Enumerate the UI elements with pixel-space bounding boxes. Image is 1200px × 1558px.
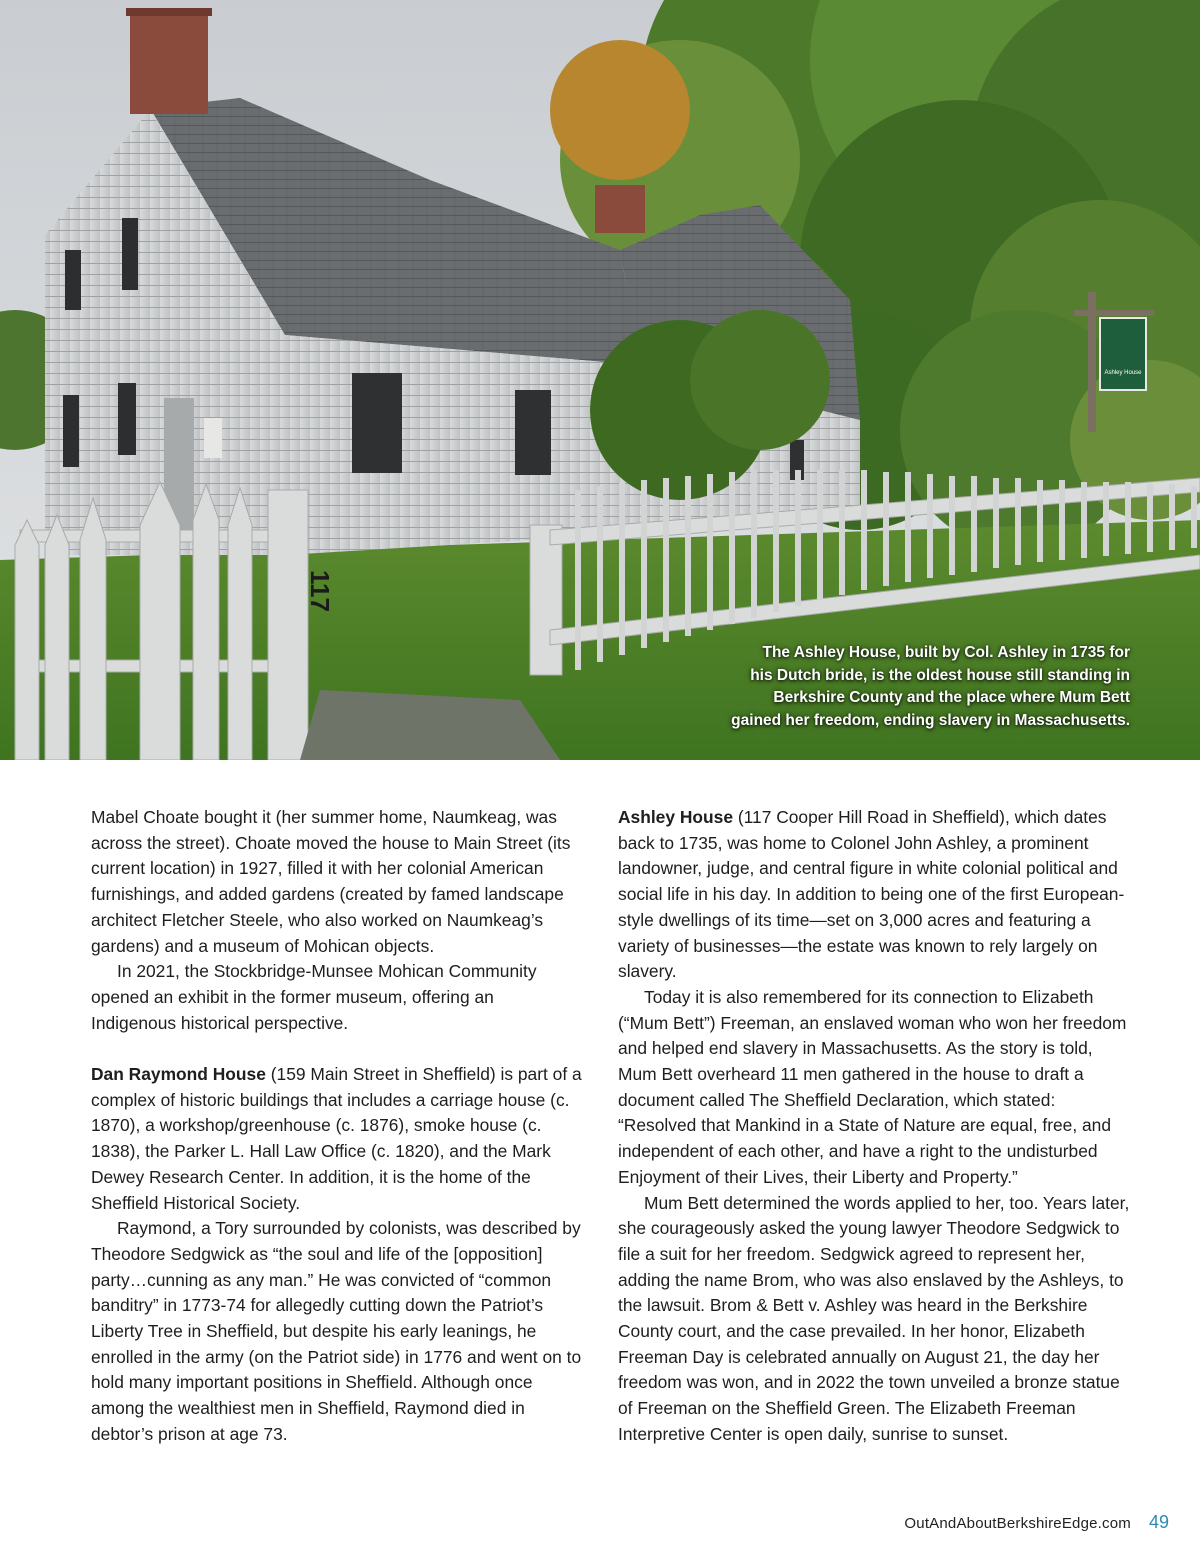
caption-line: Berkshire County and the place where Mum Bett — [773, 689, 1130, 706]
paragraph — [91, 1062, 583, 1216]
caption-line: his Dutch bride, is the oldest house still standing in — [750, 666, 1130, 684]
photo-caption — [690, 642, 1130, 732]
paragraph: Mabel Choate bought it (her summer home, Naumkeag, was across the street). Choate moved the house to Main Street (its current location) in 1927, filled it with her colonial American furnishings, and added gardens (created by famed landscape architect Fletcher Steele, who also worked on Naumkeag’s gardens) and a museum of Mohican objects. — [91, 807, 571, 956]
paragraph-body: (159 Main Street in Sheffield) is part of a complex of historic buildings that includes a carriage house (c. 1870), a workshop/greenhouse (c. 1876), smoke house (c. 1838), the Parker L. Hall Law Office (c. 1820), and the Mark Dewey Research Center. In addition, it is the home of the Sheffield Historical Society. — [91, 1064, 582, 1213]
caption-line: gained her freedom, ending slavery in Massachusetts. — [731, 711, 1130, 729]
paragraph: Mum Bett determined the words applied to her, too. Years later, she courageously asked the young lawyer Theodore Sedgwick to file a suit for her freedom. Sedgwick agreed to represent her, adding the name Brom, who was also enslaved by the Ashleys, to the lawsuit. Brom & Bett v. Ashley was heard in the Berkshire County court, and the case prevailed. In her honor, Elizabeth Freeman Day is celebrated annually on August 21, the day her freedom was won, and in 2022 the town unveiled a bronze statue of Freeman on the Sheffield Green. The Elizabeth Freeman Interpretive Center is open daily, sunrise to sunset. — [618, 1192, 1130, 1444]
paragraph: In 2021, the Stockbridge-Munsee Mohican Community opened an exhibit in the former museum, offering an Indigenous historical perspective. — [91, 961, 537, 1033]
page-number: 49 — [1148, 1512, 1169, 1532]
paragraph-body: (117 Cooper Hill Road in Sheffield), which dates back to 1735, was home to Colonel John Ashley, a prominent landowner, judge, and central figure in white colonial political and social life in his day. In addition to being one of the first European-style dwellings of its time—set on 3,000 acres and featuring a variety of businesses—the estate was known to rely largely on slavery. — [618, 807, 1125, 982]
paragraph: Raymond, a Tory surrounded by colonists, was described by Theodore Sedgwick as “the soul and life of the [opposition] party…cunning as any man.” He was convicted of “common banditry” in 1773-74 for allegedly cutting down the Patriot’s Liberty Tree in Sheffield, but despite his early leanings, he enrolled in the army (on the Patriot side) in 1776 and went on to hold many important positions in Sheffield. Although once among the wealthiest men in Sheffield, Raymond died in debtor’s prison at age 73. — [91, 1218, 582, 1444]
hero-photo — [0, 0, 1200, 760]
article-column-right — [618, 805, 1130, 1448]
page-footer — [904, 1512, 1169, 1533]
paragraph — [618, 805, 1130, 985]
sign-text: Ashley House — [1104, 370, 1142, 376]
gate-number: 117 — [305, 570, 335, 612]
website-link[interactable]: OutAndAboutBerkshireEdge.com — [904, 1515, 1131, 1532]
section-heading: Ashley House — [618, 807, 734, 827]
caption-line: The Ashley House, built by Col. Ashley in 1735 for — [762, 644, 1130, 661]
article-column-left — [91, 805, 583, 1448]
section-heading: Dan Raymond House — [91, 1064, 266, 1085]
paragraph: Today it is also remembered for its connection to Elizabeth (“Mum Bett”) Freeman, an enslaved woman who won her freedom and helped end slavery in Massachusetts. As the story is told, Mum Bett overheard 11 men gathered in the house to draft a document called The Sheffield Declaration, which stated: “Resolved that Mankind in a State of Nature are equal, free, and independent of each other, and have a right to the undisturbed Enjoyment of their Lives, their Liberty and Property.” — [618, 986, 1127, 1187]
